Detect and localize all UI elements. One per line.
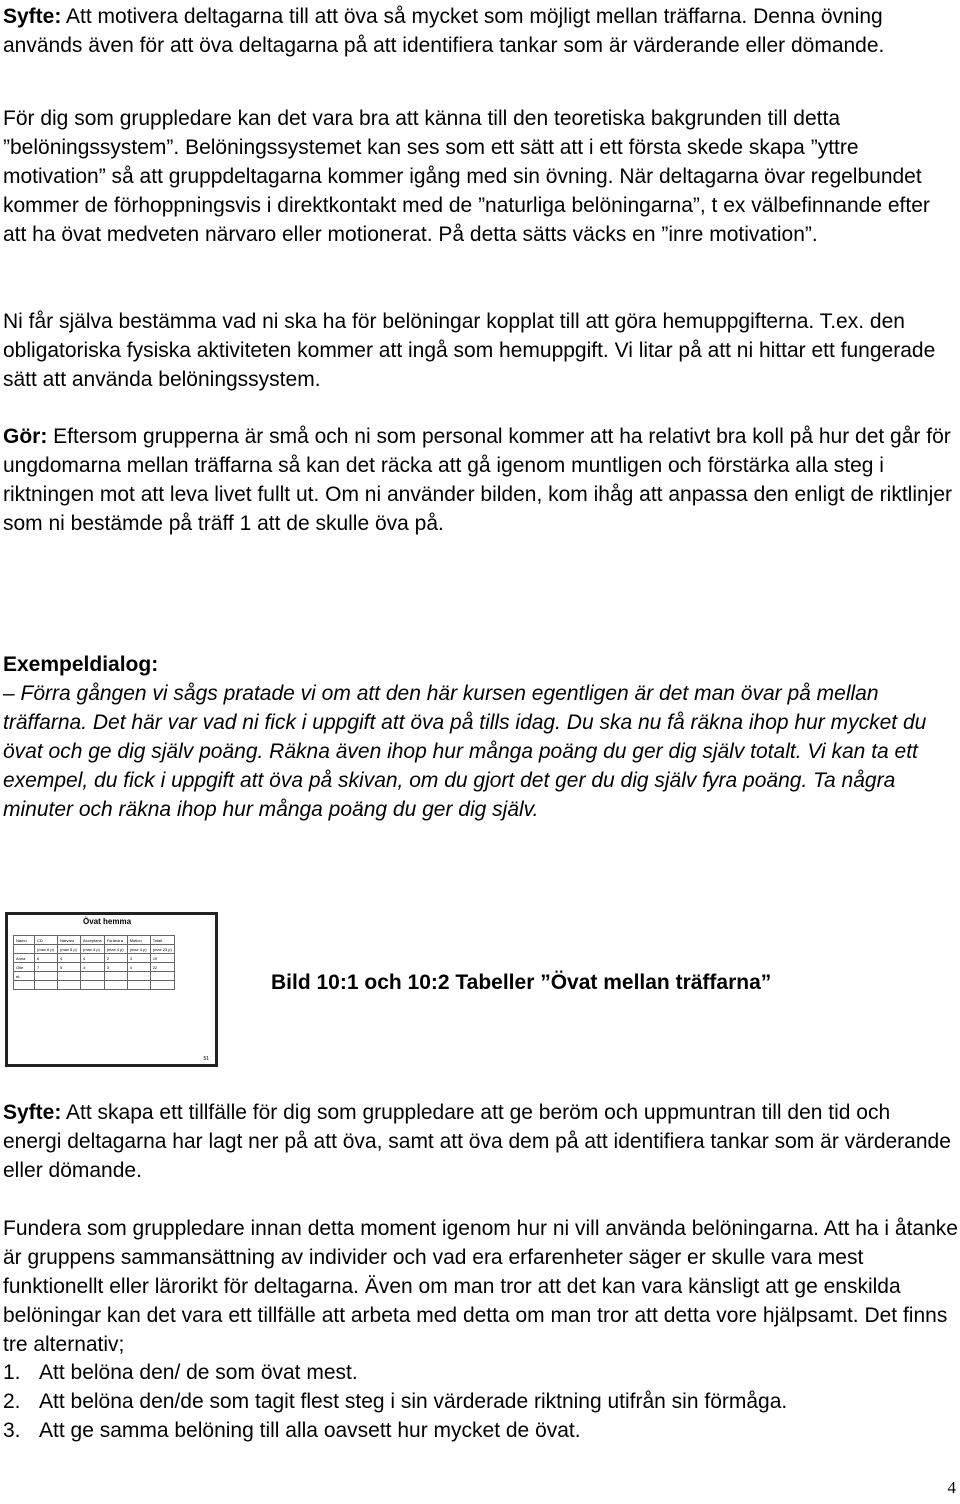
list-item bbox=[3, 1387, 953, 1416]
table-cell bbox=[14, 945, 35, 954]
table-cell bbox=[35, 981, 58, 990]
table-cell: 4 bbox=[127, 963, 150, 972]
purpose-text: Att motivera deltagarna till att öva så mycket som möjligt mellan träffarna. Denna övning används även för att öva deltagarna på att identifiera tankar som är värderande eller dömande. bbox=[3, 5, 885, 57]
practice-table-thumbnail bbox=[5, 912, 218, 1067]
table-row bbox=[14, 945, 175, 954]
page-number: 4 bbox=[947, 1478, 956, 1497]
figure-caption: Bild 10:1 och 10:2 Tabeller ”Övat mellan träffarna” bbox=[271, 971, 772, 994]
table-row bbox=[14, 963, 175, 972]
list-text: Att belöna den/de som tagit flest steg i sin värderade riktning utifrån sin förmåga. bbox=[39, 1390, 788, 1413]
table-cell: Förändra bbox=[104, 936, 127, 945]
dialog-text: – Förra gången vi sågs pratade vi om att den här kursen egentligen är det man övar på mellan träffarna. Det här var vad ni fick i uppgift att öva på tills idag. Du ska nu få räkna ihop hur mycket du övat och ge dig själv poäng. Räkna även ihop hur många poäng du ger dig själv totalt. Vi kan ta ett exempel, du fick i uppgift att öva på skivan, om du gjort det ger du dig själv fyra poäng. Ta några minuter och räkna ihop hur många poäng du ger dig själv. bbox=[3, 682, 927, 821]
alternatives-list bbox=[3, 1358, 953, 1445]
thumbnail-page-number: 51 bbox=[203, 1056, 209, 1062]
thumbnail-title: Övat hemma bbox=[83, 917, 132, 926]
table-cell bbox=[58, 981, 81, 990]
table-cell: Närvaro bbox=[58, 936, 81, 945]
table-row bbox=[14, 981, 175, 990]
purpose-text-2: Att skapa ett tillfälle för dig som gruppledare att ge beröm och uppmuntran till den tid och energi deltagarna har lagt ner på att öva, samt att öva dem på att identifiera tankar som är värderande eller dömande. bbox=[3, 1101, 951, 1182]
table-cell: 2 bbox=[104, 954, 127, 963]
rewards-paragraph: Ni får själva bestämma vad ni ska ha för belöningar kopplat till att göra hemuppgifterna. T.ex. den obligatoriska fysiska aktiviteten kommer att ingå som hemuppgift. Vi litar på att ni hittar ett fungerade sätt att använda belöningssystem. bbox=[3, 310, 936, 391]
consider-paragraph: Fundera som gruppledare innan detta moment igenom hur ni vill använda belöningarna. Att ha i åtanke är gruppens sammansättning av individer och vad era erfarenheter säger er skulle vara mest funktionellt eller lärorikt för deltagarna. Även om man tror att det kan vara känsligt att ge enskilda belöningar kan det vara ett tillfälle att arbeta med detta om man tror att detta vore hjälpsamt. Det finns tre alternativ; bbox=[3, 1217, 958, 1356]
list-item bbox=[3, 1416, 953, 1445]
table-cell: Namn bbox=[14, 936, 35, 945]
table-cell: (max 4 p) bbox=[104, 945, 127, 954]
background-paragraph: För dig som gruppledare kan det vara bra att känna till den teoretiska bakgrunden till detta ”belöningssystem”. Belöningssystemet kan ses som ett sätt att i ett första skede skapa ”yttre motivation” så att gruppdeltagarna kommer igång med sin övning. När deltagarna övar regelbundet kommer de förhoppningsvis i direktkontakt med de ”naturliga belöningarna”, t ex välbefinnande efter att ha övat medveten närvaro eller motionerat. På detta sätts väcks en ”inre motivation”. bbox=[3, 107, 930, 246]
list-number: 3. bbox=[3, 1419, 21, 1442]
table-cell: 22 bbox=[150, 963, 174, 972]
table-row bbox=[14, 972, 175, 981]
table-cell bbox=[150, 981, 174, 990]
table-cell: 6 bbox=[35, 954, 58, 963]
purpose-label: Syfte: bbox=[3, 5, 62, 28]
table-cell: 7 bbox=[35, 963, 58, 972]
table-cell bbox=[104, 972, 127, 981]
do-label: Gör: bbox=[3, 425, 48, 448]
table-cell: 4 bbox=[81, 963, 105, 972]
thumbnail-table bbox=[13, 935, 175, 990]
table-cell bbox=[150, 972, 174, 981]
table-cell: 5 bbox=[58, 963, 81, 972]
list-text: Att belöna den/ de som övat mest. bbox=[39, 1361, 358, 1384]
table-cell bbox=[81, 981, 105, 990]
table-cell: 4 bbox=[58, 954, 81, 963]
table-cell bbox=[104, 981, 127, 990]
list-number: 2. bbox=[3, 1390, 21, 1413]
table-cell: Olle bbox=[14, 963, 35, 972]
table-cell bbox=[14, 981, 35, 990]
list-text: Att ge samma belöning till alla oavsett hur mycket de övat. bbox=[39, 1419, 581, 1442]
table-cell: 19 bbox=[150, 954, 174, 963]
table-cell bbox=[58, 972, 81, 981]
table-cell: 4 bbox=[81, 954, 105, 963]
do-paragraph bbox=[3, 422, 953, 538]
table-row bbox=[14, 954, 175, 963]
table-cell: CD bbox=[35, 936, 58, 945]
purpose-paragraph-1 bbox=[3, 2, 953, 60]
table-cell: Totalt bbox=[150, 936, 174, 945]
table-cell: (max 6 p) bbox=[35, 945, 58, 954]
purpose-paragraph-2 bbox=[3, 1098, 953, 1185]
table-cell: (max 23 p) bbox=[150, 945, 174, 954]
table-cell: 3 bbox=[104, 963, 127, 972]
purpose-label-2: Syfte: bbox=[3, 1101, 62, 1124]
list-item bbox=[3, 1358, 953, 1387]
table-row bbox=[14, 936, 175, 945]
table-cell: Acceptans bbox=[81, 936, 105, 945]
table-cell: Anna bbox=[14, 954, 35, 963]
table-cell bbox=[127, 972, 150, 981]
do-text: Eftersom grupperna är små och ni som personal kommer att ha relativt bra koll på hur det går för ungdomarna mellan träffarna så kan det räcka att gå igenom muntligen och förstärka alla steg i riktningen mot att leva livet fullt ut. Om ni använder bilden, kom ihåg att anpassa den enligt de riktlinjer som ni bestämde på träff 1 att de skulle öva på. bbox=[3, 425, 953, 535]
table-cell bbox=[35, 972, 58, 981]
table-cell: (max 4 p) bbox=[81, 945, 105, 954]
list-number: 1. bbox=[3, 1361, 21, 1384]
table-cell: et.. bbox=[14, 972, 35, 981]
table-cell bbox=[127, 981, 150, 990]
dialog-heading: Exempeldialog: bbox=[3, 653, 159, 676]
table-cell bbox=[81, 972, 105, 981]
table-cell: (max 4 p) bbox=[127, 945, 150, 954]
table-cell: 3 bbox=[127, 954, 150, 963]
table-cell: (max 5 p) bbox=[58, 945, 81, 954]
table-cell: Motion bbox=[127, 936, 150, 945]
